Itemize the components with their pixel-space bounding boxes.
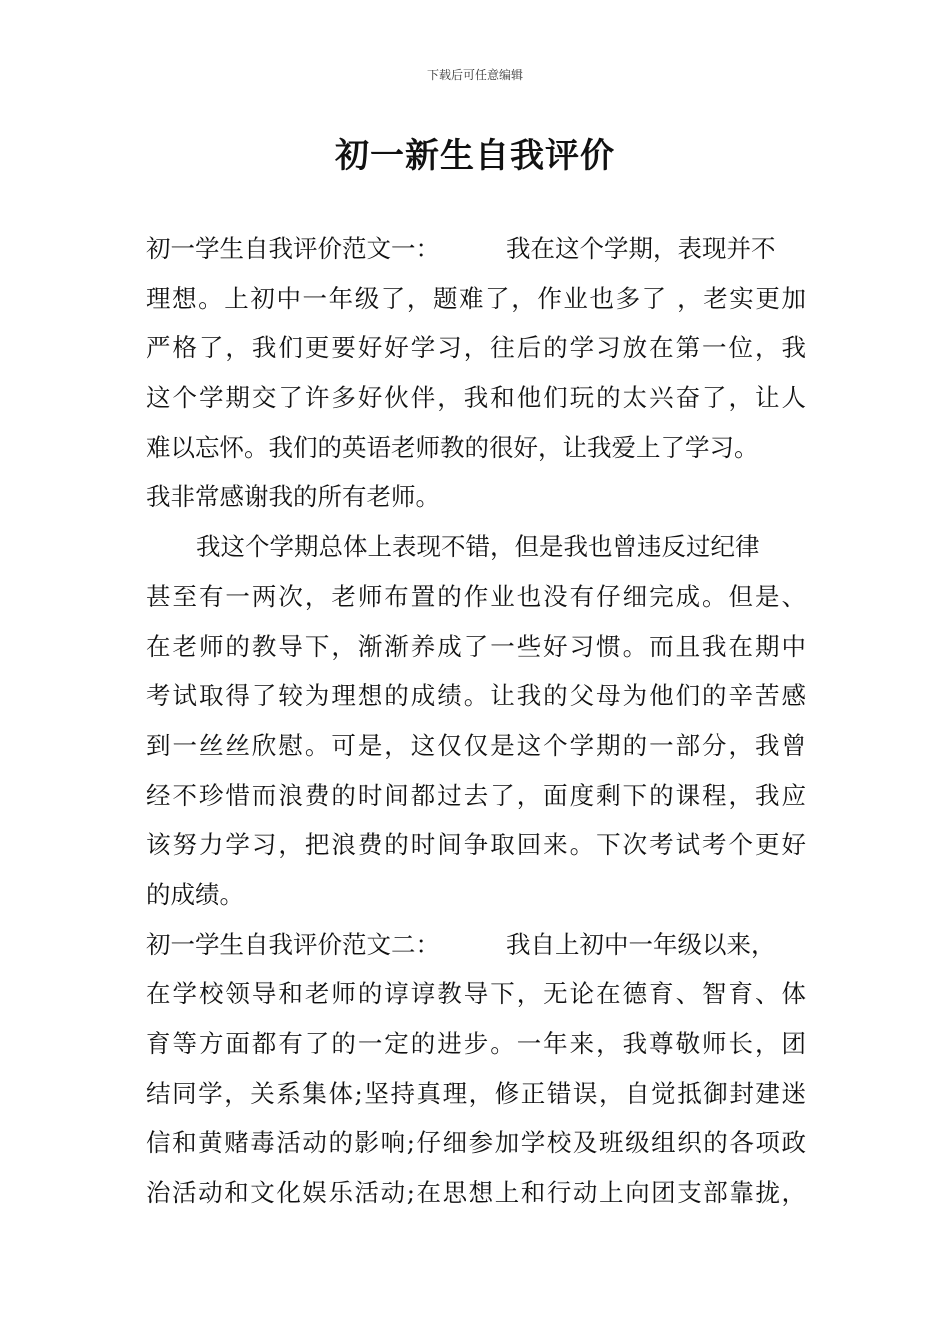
- section-1-label: 初一学生自我评价范文一：: [146, 234, 440, 263]
- text-line: 经不珍惜而浪费的时间都过去了，面度剩下的课程，我应: [146, 780, 806, 810]
- header-note: 下载后可任意编辑: [426, 68, 523, 82]
- paragraph-2-first-line: 我这个学期总体上表现不错，但是我也曾违反过纪律: [196, 532, 760, 562]
- text-line: 严格了，我们更要好好学习，往后的学习放在第一位，我: [146, 333, 806, 363]
- text-line: 我非常感谢我的所有老师。: [146, 482, 440, 512]
- text-line: 信和黄赌毒活动的影响;仔细参加学校及班级组织的各项政: [146, 1128, 806, 1158]
- text-line: 理想。上初中一年级了，题难了，作业也多了 ，老实更加: [146, 283, 806, 313]
- document-body: [146, 224, 806, 1218]
- text-line: 在老师的教导下，渐渐养成了一些好习惯。而且我在期中: [146, 631, 806, 661]
- text-line: 考试取得了较为理想的成绩。让我的父母为他们的辛苦感: [146, 681, 806, 711]
- text-line: 的成绩。: [146, 879, 244, 909]
- text-line: 该努力学习，把浪费的时间争取回来。下次考试考个更好: [146, 830, 806, 860]
- section-2-label: 初一学生自我评价范文二：: [146, 929, 440, 959]
- text-line: 难以忘怀。我们的英语老师教的很好，让我爱上了学习。: [146, 432, 759, 462]
- text-line: 在学校领导和老师的谆谆教导下，无论在德育、智育、体: [146, 979, 806, 1009]
- section-2-first-line: [146, 920, 806, 970]
- text-line: 到一丝丝欣慰。可是，这仅仅是这个学期的一部分，我曾: [146, 730, 806, 760]
- section-2-first-line-text: 我自上初中一年级以来，: [506, 929, 776, 959]
- section-1-first-line-text: 我在这个学期，表现并不: [506, 234, 776, 263]
- text-line: 结同学，关系集体;坚持真理，修正错误，自觉抵御封建迷: [146, 1078, 806, 1108]
- section-1-first-line: [146, 224, 806, 274]
- text-line: 这个学期交了许多好伙伴，我和他们玩的太兴奋了，让人: [146, 383, 806, 413]
- text-line: 治活动和文化娱乐活动;在思想上和行动上向团支部靠拢，: [146, 1178, 806, 1208]
- text-line: 甚至有一两次，老师布置的作业也没有仔细完成。但是、: [146, 581, 806, 611]
- text-line: 育等方面都有了的一定的进步。一年来，我尊敬师长，团: [146, 1029, 806, 1058]
- document-title: 初一新生自我评价: [335, 136, 615, 176]
